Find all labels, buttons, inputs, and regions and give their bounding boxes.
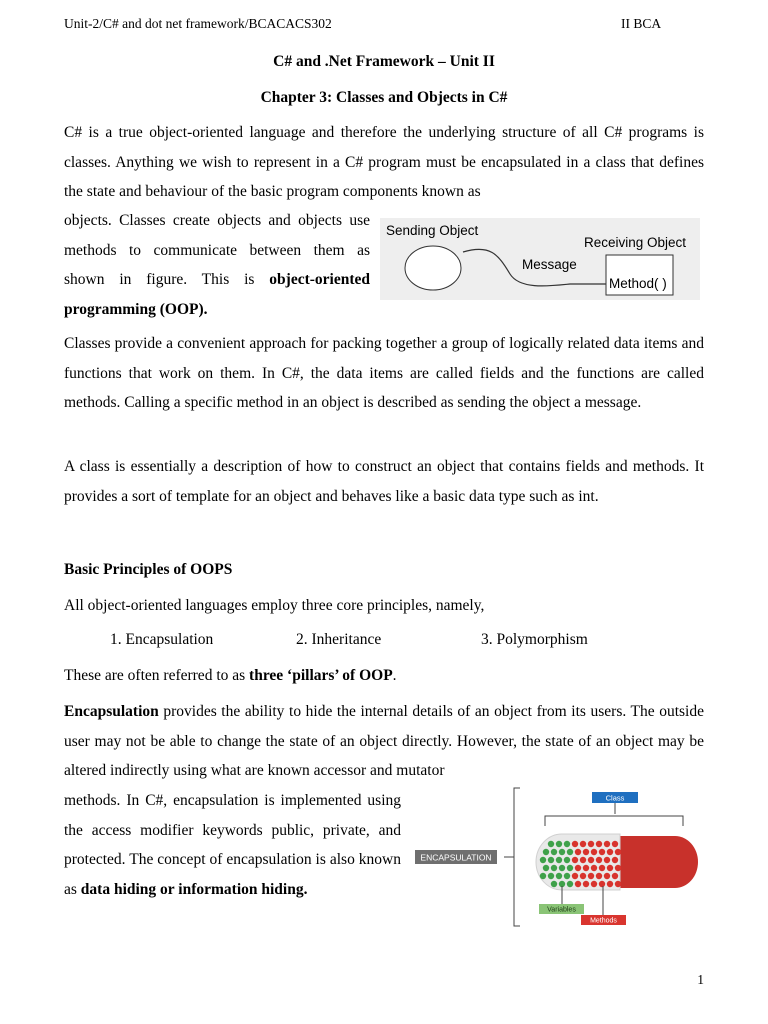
principles-heading: Basic Principles of OOPS bbox=[64, 561, 233, 578]
variable-dot bbox=[567, 865, 573, 871]
intro-paragraph-continued bbox=[64, 206, 370, 324]
method-dot bbox=[604, 857, 610, 863]
method-dot bbox=[572, 841, 578, 847]
class-bracket bbox=[545, 816, 683, 826]
variable-dot bbox=[564, 873, 570, 879]
sending-object-label: Sending Object bbox=[386, 223, 479, 238]
method-dot bbox=[612, 857, 618, 863]
principle-item-inheritance: 2. Inheritance bbox=[296, 631, 382, 648]
method-dot bbox=[607, 865, 613, 871]
method-dot bbox=[572, 873, 578, 879]
encapsulation-figure bbox=[415, 786, 700, 928]
method-dot bbox=[612, 873, 618, 879]
method-dot bbox=[591, 849, 597, 855]
encapsulation-diagram bbox=[415, 786, 700, 928]
capsule-red-half bbox=[613, 836, 698, 888]
method-dot bbox=[583, 849, 589, 855]
method-dot bbox=[596, 873, 602, 879]
receiving-object-label: Receiving Object bbox=[584, 235, 687, 250]
method-dot bbox=[588, 873, 594, 879]
variable-dot bbox=[551, 849, 557, 855]
document-title: C# and .Net Framework – Unit II bbox=[273, 53, 495, 70]
method-dot bbox=[575, 881, 581, 887]
variable-dot bbox=[564, 857, 570, 863]
variable-dot bbox=[567, 881, 573, 887]
method-dot bbox=[596, 841, 602, 847]
variable-dot bbox=[548, 841, 554, 847]
method-dot bbox=[575, 865, 581, 871]
encapsulation-label: ENCAPSULATION bbox=[420, 852, 492, 863]
pillars-end: . bbox=[392, 667, 397, 684]
variable-dot bbox=[548, 857, 554, 863]
encapsulation-paragraph bbox=[64, 697, 704, 786]
method-dot bbox=[604, 841, 610, 847]
variable-dot bbox=[551, 865, 557, 871]
pillars-bold-text: three ‘pillars’ of OOP bbox=[249, 667, 393, 684]
method-dot bbox=[588, 841, 594, 847]
intro-text: objects. Classes create objects and objects use methods to communicate between them as shown in figure. This is bbox=[64, 212, 370, 288]
method-dot bbox=[615, 849, 621, 855]
variable-dot bbox=[548, 873, 554, 879]
variable-dot bbox=[567, 849, 573, 855]
variable-dot bbox=[556, 873, 562, 879]
encapsulation-paragraph-continued bbox=[64, 786, 401, 904]
method-dot bbox=[572, 857, 578, 863]
variable-dot bbox=[551, 881, 557, 887]
variable-dot bbox=[559, 865, 565, 871]
message-passing-figure bbox=[380, 218, 700, 300]
chapter-title: Chapter 3: Classes and Objects in C# bbox=[260, 89, 508, 106]
variables-label: Variables bbox=[547, 906, 576, 914]
encapsulation-bold-lead: Encapsulation bbox=[64, 703, 159, 720]
variable-dot bbox=[556, 857, 562, 863]
method-dot bbox=[596, 857, 602, 863]
method-dot bbox=[575, 849, 581, 855]
method-dot bbox=[607, 881, 613, 887]
variable-dot bbox=[540, 857, 546, 863]
principle-item-polymorphism: 3. Polymorphism bbox=[481, 631, 588, 648]
class-description-paragraph: A class is essentially a description of how to construct an object that contains fields and methods. It provides a sort of template for an object and behaves like a basic data type such as int. bbox=[64, 458, 704, 505]
data-hiding-bold-text: data hiding or information hiding. bbox=[80, 880, 308, 898]
method-dot bbox=[583, 865, 589, 871]
method-dot bbox=[612, 841, 618, 847]
method-dot bbox=[615, 865, 621, 871]
variable-dot bbox=[564, 841, 570, 847]
method-dot bbox=[591, 865, 597, 871]
variable-dot bbox=[543, 849, 549, 855]
intro-paragraph: C# is a true object-oriented language and therefore the underlying structure of all C# programs is classes. Anything we wish to represent in a C# program must be encapsulated in a class that defines the state and behaviour of the basic program components known as bbox=[64, 124, 704, 200]
pillars-sentence bbox=[64, 667, 397, 685]
method-dot bbox=[591, 881, 597, 887]
message-passing-diagram bbox=[380, 218, 700, 300]
variable-dot bbox=[559, 849, 565, 855]
class-label: Class bbox=[605, 793, 625, 803]
method-dot bbox=[588, 857, 594, 863]
method-dot bbox=[607, 849, 613, 855]
method-dot bbox=[580, 873, 586, 879]
method-dot bbox=[583, 881, 589, 887]
method-dot bbox=[599, 849, 605, 855]
classes-paragraph: Classes provide a convenient approach for packing together a group of logically related data items and functions that work on them. In C#, the data items are called fields and the functions are called methods. Calling a specific method in an object is described as sending the object a message. bbox=[64, 335, 704, 411]
sending-object-ellipse bbox=[405, 246, 461, 290]
message-label: Message bbox=[522, 257, 577, 272]
encapsulation-text-continued: methods. In C#, encapsulation is implemented using the access modifier keywords public, private, and protected. The concept of encapsulation is also known as bbox=[64, 792, 401, 898]
method-label: Method( ) bbox=[609, 276, 667, 291]
variable-dot bbox=[556, 841, 562, 847]
page-number: 1 bbox=[697, 972, 704, 987]
oop-bold-text: object-oriented programming (OOP). bbox=[64, 271, 370, 318]
method-dot bbox=[580, 841, 586, 847]
methods-label: Methods bbox=[590, 917, 617, 925]
principles-intro: All object-oriented languages employ three core principles, namely, bbox=[64, 597, 485, 614]
method-dot bbox=[580, 857, 586, 863]
encapsulation-text: provides the ability to hide the internal details of an object from its users. The outside user may not be able to change the state of an object directly. However, the state of an object may be altered indirectly using what are known accessor and mutator bbox=[64, 703, 704, 779]
variable-dot bbox=[543, 865, 549, 871]
method-dot bbox=[615, 881, 621, 887]
variable-dot bbox=[540, 873, 546, 879]
method-dot bbox=[599, 881, 605, 887]
method-dot bbox=[604, 873, 610, 879]
pillars-text: These are often referred to as bbox=[64, 667, 250, 684]
method-dot bbox=[599, 865, 605, 871]
running-header-left: Unit-2/C# and dot net framework/BCACACS302 bbox=[64, 16, 332, 31]
bracket-line bbox=[514, 788, 520, 926]
principle-item-encapsulation: 1. Encapsulation bbox=[110, 631, 214, 648]
running-header-right: II BCA bbox=[621, 16, 662, 31]
